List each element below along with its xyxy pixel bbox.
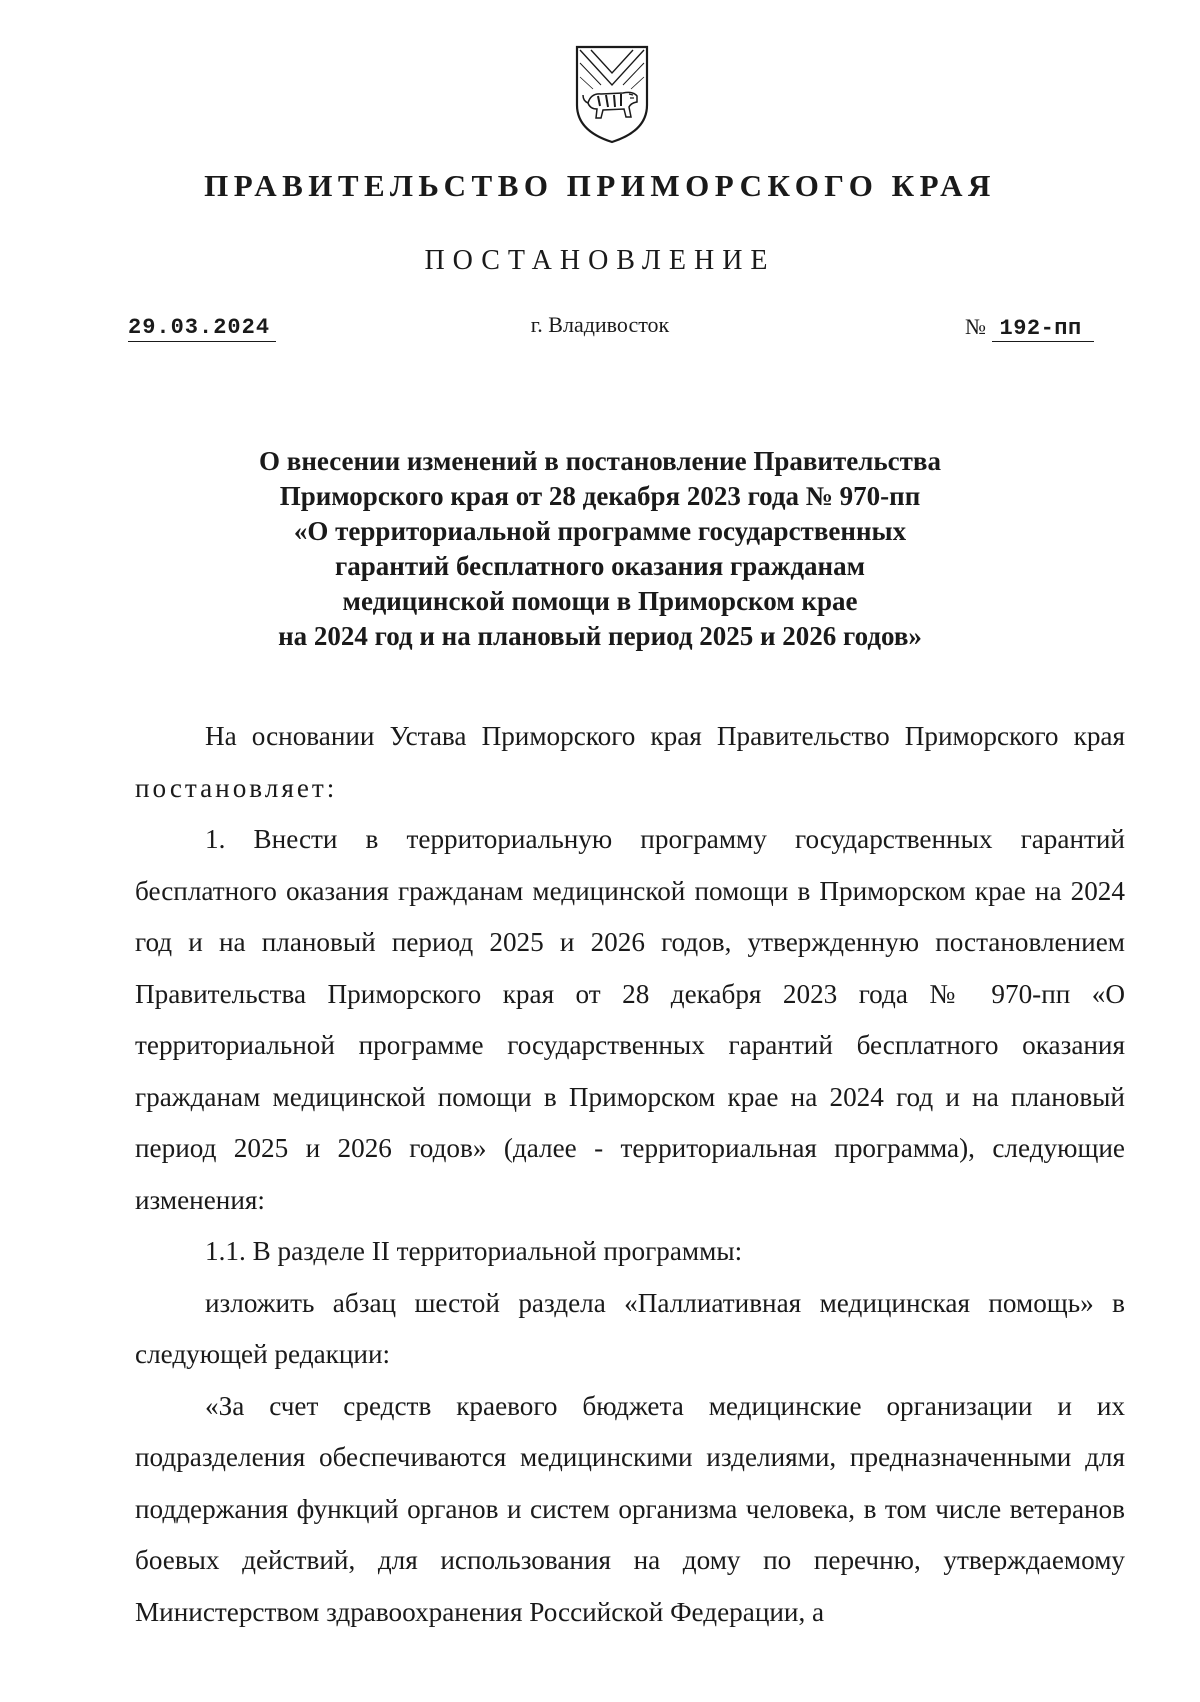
document-city: г. Владивосток [530, 312, 670, 337]
document-body [135, 711, 1125, 1638]
coat-of-arms-icon [571, 43, 653, 145]
subject-line: гарантий бесплатного оказания гражданам [335, 551, 865, 581]
document-type: ПОСТАНОВЛЕНИЕ [424, 245, 776, 276]
document-number [965, 314, 1094, 342]
document-number-prefix: № [965, 314, 986, 339]
paragraph-1-1: 1.1. В разделе II территориальной программы: [205, 1236, 743, 1266]
document-subject [150, 444, 1050, 654]
intro-paragraph [135, 711, 1125, 814]
subject-line: медицинской помощи в Приморском крае [342, 586, 858, 616]
quoted-paragraph: «За счет средств краевого бюджета медицинские организации и их подразделения обеспечиваются медицинскими изделиями, предназначенными для поддержания функций органов и систем организма человека, в том числе ветеранов боевых действий, для использования на дому по перечню, утверждаемому Министерством здравоохранения Российской Федерации, а [135, 1390, 1125, 1627]
subject-line: на 2024 год и на плановый период 2025 и 2026 годов» [278, 621, 922, 651]
intro-text: На основании Устава Приморского края Правительство Приморского края [205, 721, 1125, 751]
document-number-value: 192-пп [992, 316, 1094, 342]
subject-line: «О территориальной программе государственных [293, 516, 907, 546]
subject-line: Приморского края от 28 декабря 2023 года № 970-пп [279, 481, 921, 511]
instruction-paragraph: изложить абзац шестой раздела «Паллиативная медицинская помощь» в следующей редакции: [135, 1287, 1125, 1369]
government-title: ПРАВИТЕЛЬСТВО ПРИМОРСКОГО КРАЯ [204, 168, 996, 203]
document-date: 29.03.2024 [128, 315, 276, 342]
resolves-word: постановляет: [135, 772, 338, 803]
subject-line: О внесении изменений в постановление Правительства [259, 446, 941, 476]
paragraph-1: 1. Внести в территориальную программу государственных гарантий бесплатного оказания гражданам медицинской помощи в Приморском крае на 2024 год и на плановый период 2025 и 2026 годов, утвержденную постановлением Правительства Приморского края от 28 декабря 2023 года № 970-пп «О территориальной программе государственных гарантий бесплатного оказания гражданам медицинской помощи в Приморском крае на 2024 год и на плановый период 2025 и 2026 годов» (далее - территориальная программа), следующие изменения: [135, 824, 1125, 1215]
